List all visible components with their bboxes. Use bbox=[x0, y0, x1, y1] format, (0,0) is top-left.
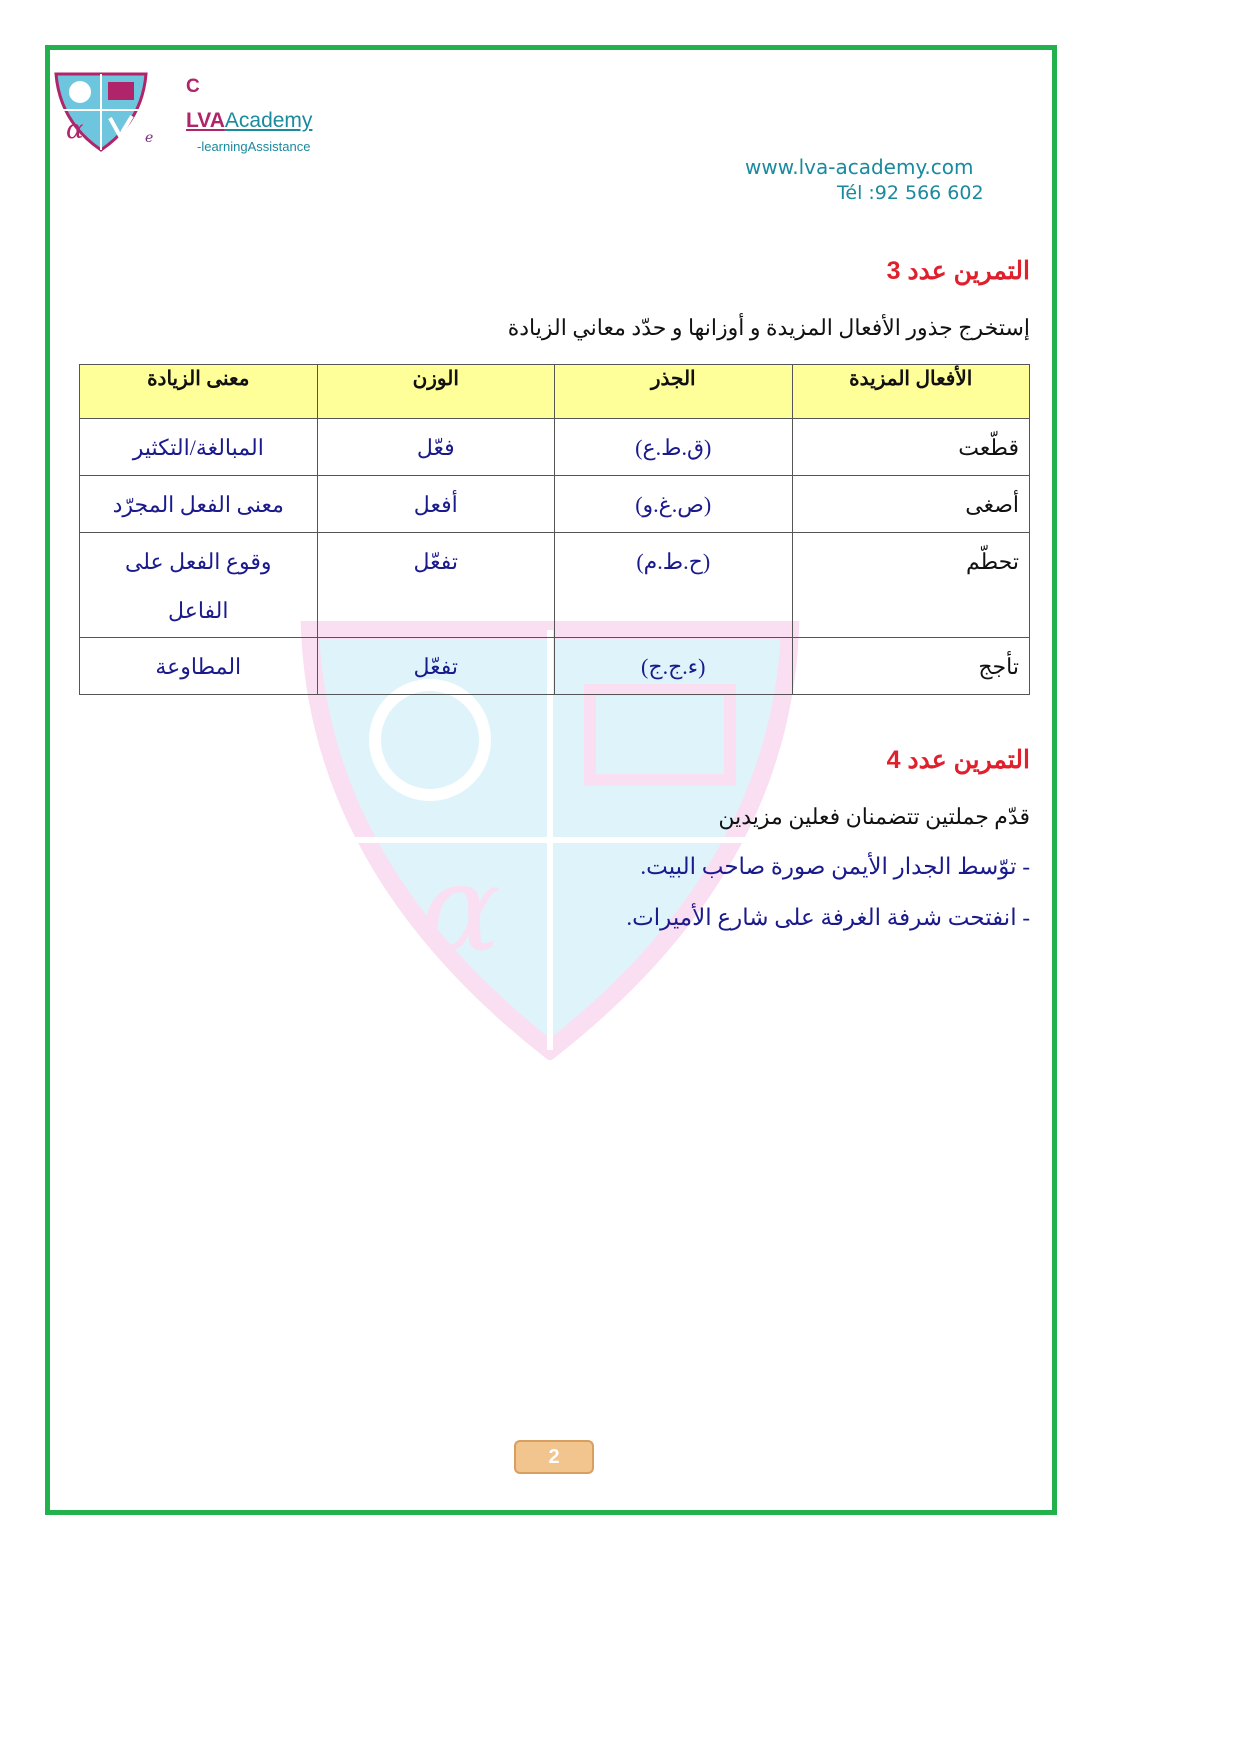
column-header: معنى الزيادة bbox=[80, 365, 318, 419]
svg-text:α: α bbox=[66, 115, 84, 145]
meaning-cell: معنى الفعل المجرّد bbox=[80, 476, 318, 533]
phone-number: Tél :92 566 602 bbox=[837, 182, 984, 204]
verb-cell: أصغى bbox=[792, 476, 1030, 533]
root-cell: (ح.ط.م) bbox=[555, 533, 793, 638]
exercise3-instruction: إستخرج جذور الأفعال المزيدة و أوزانها و حدّد معاني الزيادة bbox=[507, 315, 1030, 340]
page-number-badge: 2 bbox=[514, 1440, 594, 1474]
answer-sentence-1: - توّسط الجدار الأيمن صورة صاحب البيت. bbox=[640, 854, 1030, 879]
meaning-cell: المبالغة/التكثير bbox=[80, 419, 318, 476]
meaning-cell: المطاوعة bbox=[80, 638, 318, 695]
website-link[interactable]: www.lva-academy.com bbox=[745, 155, 974, 179]
root-cell: (ء.ج.ج) bbox=[555, 638, 793, 695]
table-row bbox=[80, 419, 1030, 476]
brand-tagline: -learningAssistance bbox=[197, 139, 311, 154]
pattern-cell: تفعّل bbox=[317, 533, 555, 638]
svg-text:α: α bbox=[420, 840, 502, 979]
column-header: الجذر bbox=[555, 365, 793, 419]
verb-cell: قطّعت bbox=[792, 419, 1030, 476]
table-row bbox=[80, 476, 1030, 533]
brand-academy: Academy bbox=[224, 109, 313, 132]
answer-sentence-2: - انفتحت شرفة الغرفة على شارع الأميرات. bbox=[626, 905, 1030, 930]
exercise4-title: التمرين عدد 4 bbox=[886, 746, 1030, 774]
meaning-cell: وقوع الفعل على الفاعل bbox=[80, 533, 318, 638]
root-cell: (ص.غ.و) bbox=[555, 476, 793, 533]
brand-name bbox=[186, 109, 312, 133]
pattern-cell: فعّل bbox=[317, 419, 555, 476]
pattern-cell: تفعّل bbox=[317, 638, 555, 695]
academy-logo bbox=[52, 70, 150, 152]
roots-table bbox=[79, 364, 1030, 695]
verb-cell: تحطّم bbox=[792, 533, 1030, 638]
verb-cell: تأجج bbox=[792, 638, 1030, 695]
exercise4-instruction: قدّم جملتين تتضمنان فعلين مزيدين bbox=[718, 804, 1030, 829]
brand-e-letter: e bbox=[145, 130, 154, 146]
root-cell: (ق.ط.ع) bbox=[555, 419, 793, 476]
table-header-row bbox=[80, 365, 1030, 419]
column-header: الوزن bbox=[317, 365, 555, 419]
brand-c-letter: C bbox=[186, 76, 200, 97]
exercise3-title: التمرين عدد 3 bbox=[886, 257, 1030, 285]
pattern-cell: أفعل bbox=[317, 476, 555, 533]
table-row bbox=[80, 638, 1030, 695]
table-row bbox=[80, 533, 1030, 638]
column-header: الأفعال المزيدة bbox=[792, 365, 1030, 419]
brand-lva: LVA bbox=[186, 109, 225, 132]
